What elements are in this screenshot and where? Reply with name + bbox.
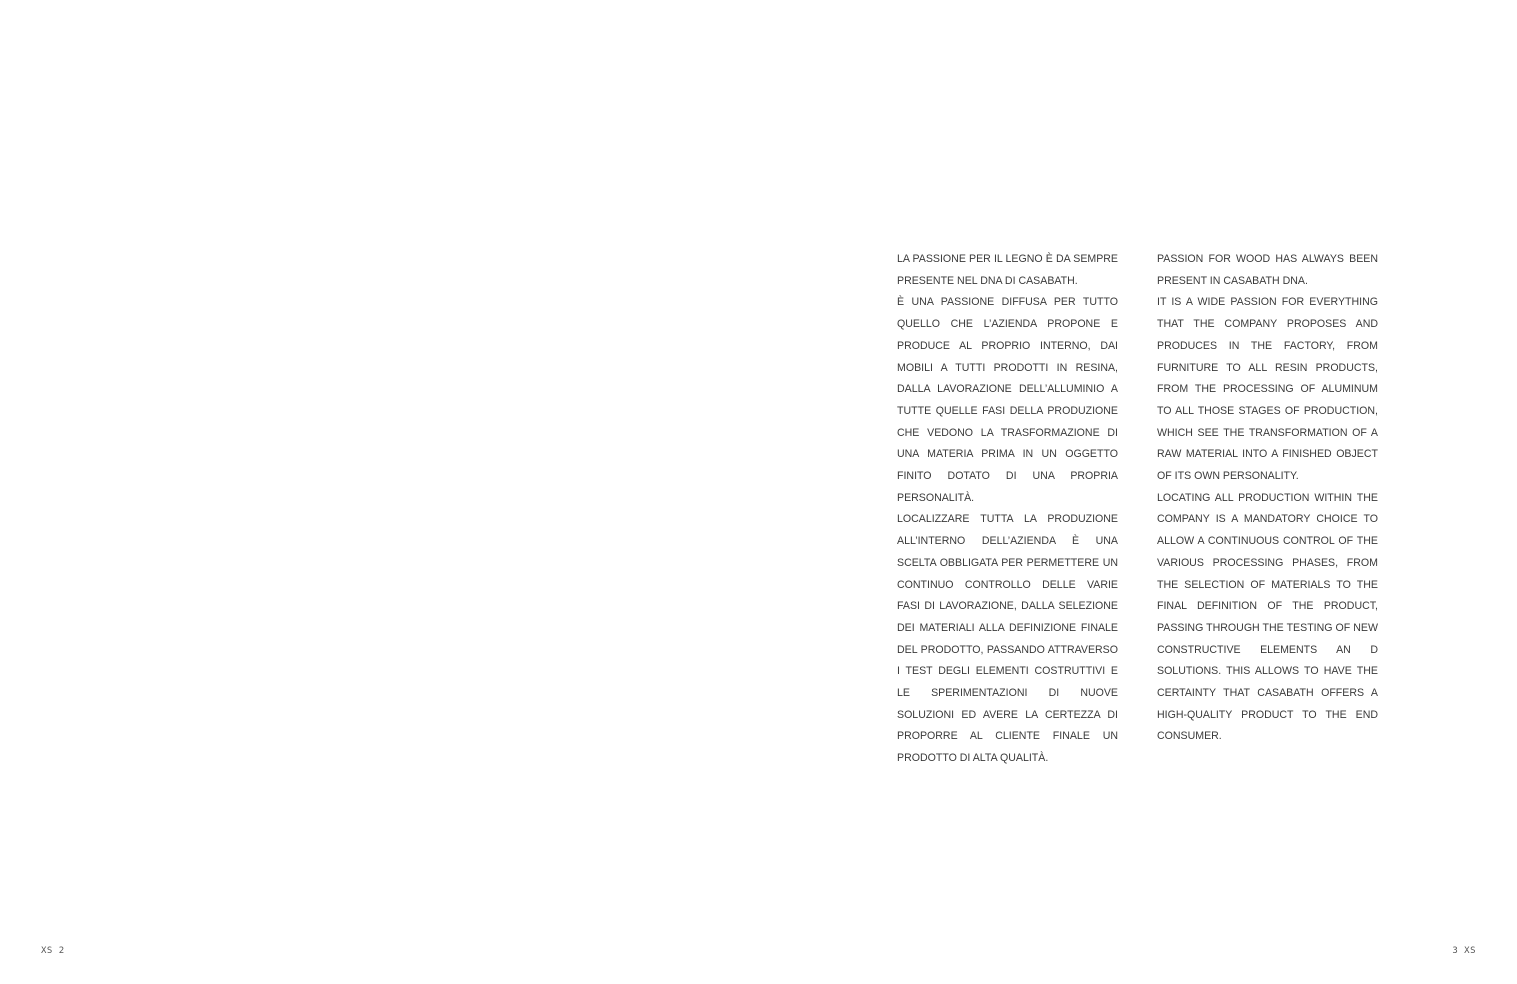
italian-paragraph-3: LOCALIZZARE TUTTA LA PRODUZIONE ALL’INTERNO DELL’AZIENDA È UNA SCELTA OBBLIGATA PER PERMETTERE UN CONTINUO CONTROLLO DELLE VARIE FASI DI LAVORAZIONE, DALLA SELEZIONE DEI MATERIALI ALLA DEFINIZIONE FINALE DEL PRODOTTO, PASSANDO ATTRAVERSO I TEST DEGLI ELEMENTI COSTRUTTIVI E LE SPERIMENTAZIONI DI NUOVE SOLUZIONI ED AVERE LA CERTEZZA DI PROPORRE AL CLIENTE FINALE UN PRODOTTO DI ALTA QUALITÀ.: [897, 513, 1118, 765]
english-paragraph-1: PASSION FOR WOOD HAS ALWAYS BEEN PRESENT IN CASABATH DNA.: [1157, 253, 1378, 287]
italian-paragraph-2: È UNA PASSIONE DIFFUSA PER TUTTO QUELLO CHE L’AZIENDA PROPONE E PRODUCE AL PROPRIO INTERNO, DAI MOBILI A TUTTI PRODOTTI IN RESINA, DALLA LAVORAZIONE DELL’ALLUMINIO A TUTTE QUELLE FASI DELLA PRODUZIONE CHE VEDONO LA TRASFORMAZIONE DI UNA MATERIA PRIMA IN UN OGGETTO FINITO DOTATO DI UNA PROPRIA PERSONALITÀ.: [897, 296, 1118, 504]
right-page-number: 3 XS: [1452, 946, 1476, 956]
left-page-number: XS 2: [41, 946, 65, 956]
english-paragraph-2: IT IS A WIDE PASSION FOR EVERYTHING THAT THE COMPANY PROPOSES AND PRODUCES IN THE FACTORY, FROM FURNITURE TO ALL RESIN PRODUCTS, FROM THE PROCESSING OF ALUMINUM TO ALL THOSE STAGES OF PRODUCTION, WHICH SEE THE TRANSFORMATION OF A RAW MATERIAL INTO A FINISHED OBJECT OF ITS OWN PERSONALITY.: [1157, 296, 1378, 483]
english-paragraph-3: LOCATING ALL PRODUCTION WITHIN THE COMPANY IS A MANDATORY CHOICE TO ALLOW A CONTINUOUS CONTROL OF THE VARIOUS PROCESSING PHASES, FROM THE SELECTION OF MATERIALS TO THE FINAL DEFINITION OF THE PRODUCT, PASSING THROUGH THE TESTING OF NEW CONSTRUCTIVE ELEMENTS AN D SOLUTIONS. THIS ALLOWS TO HAVE THE CERTAINTY THAT CASABATH OFFERS A HIGH-QUALITY PRODUCT TO THE END CONSUMER.: [1157, 491, 1378, 743]
italian-text-column: [897, 249, 1118, 770]
italian-paragraph-1: LA PASSIONE PER IL LEGNO È DA SEMPRE PRESENTE NEL DNA DI CASABATH.: [897, 253, 1118, 287]
english-text-column: [1157, 249, 1378, 748]
